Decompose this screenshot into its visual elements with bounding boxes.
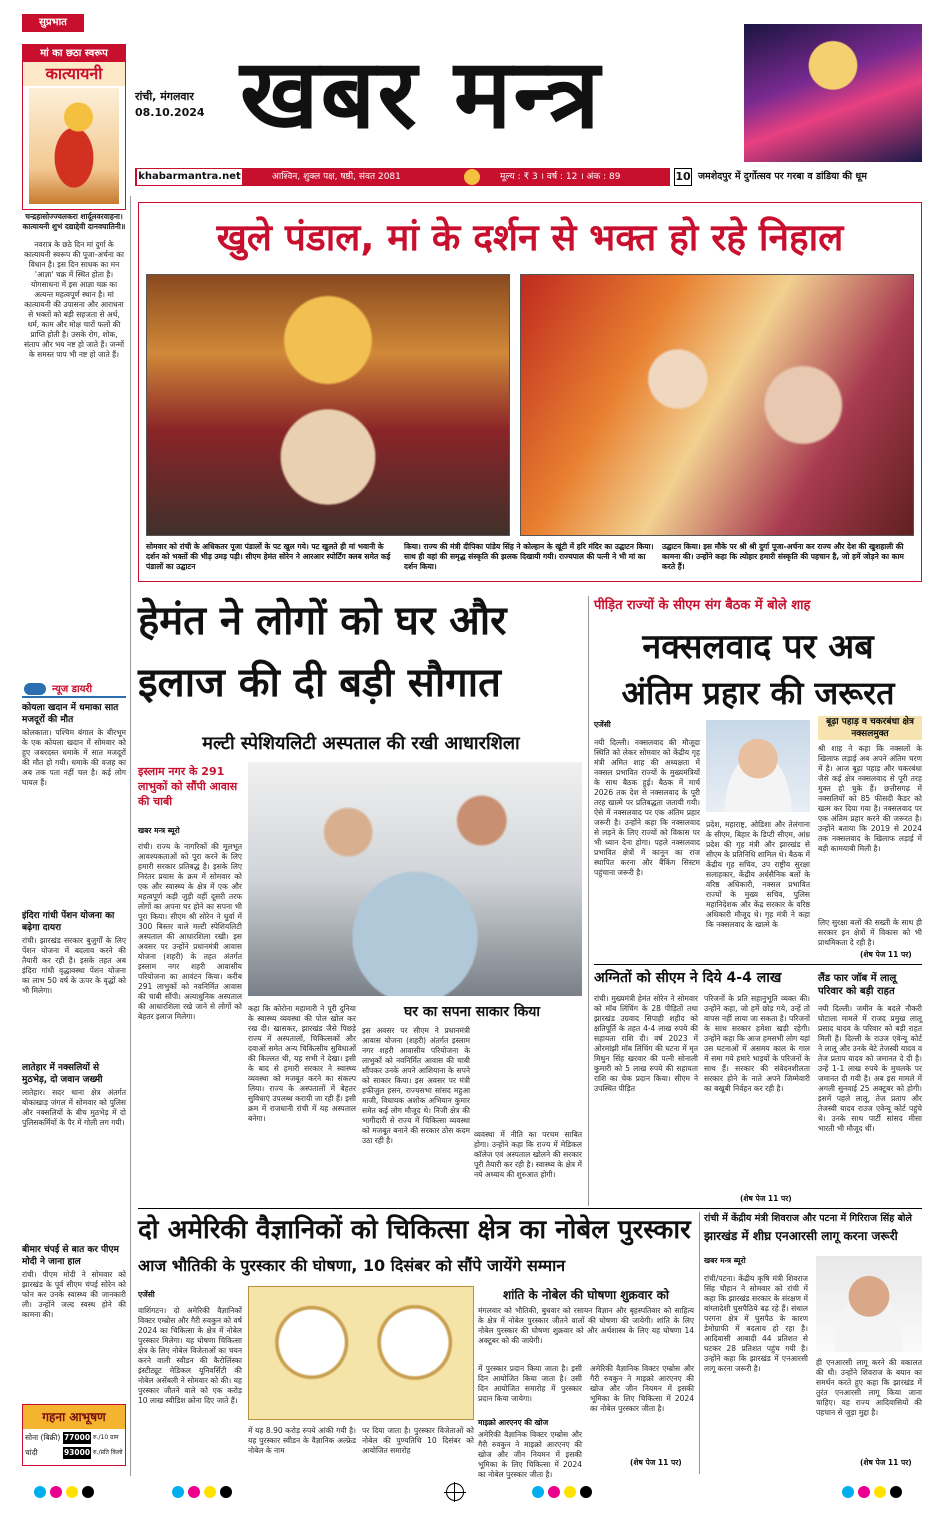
rule [138,1208,922,1209]
story1-box-title: इस्लाम नगर के 291 लाभुकों को सौंपी आवास की चाबी [138,765,238,808]
sidebar-item-text: रांची। झारखंड सरकार बुजुर्गों के लिए पेंशन योजना में बदलाव करने की तैयारी कर रही है। इसके तहत अब इंदिरा गांधी वृद्धावस्था पेंशन योजना का लाभ 50 वर्ष के ऊपर के वृद्धों को भी मिलेगा। [22,936,126,995]
lead-caption-2: किया। राज्य की मंत्री दीपिका पांडेय सिंह ने कोल्हान के खूंटी में हरि मंदिर का उद्घाटन किया। साथ ही वहां की समृद्ध संस्कृति की झलक दिखायी गयी। राज्यपाल की पत्नी ने भी मां का दर्शन किया। [404,542,654,571]
story3-continued[interactable]: (शेष पेज 11 पर) [740,1194,792,1203]
lead-headline[interactable]: खुले पंडाल, मां के दर्शन से भक्त हो रहे निहाल [216,216,844,259]
story2-box-title: बूढ़ा पहाड़ व चकरबंधा क्षेत्र नक्सलमुक्त [818,716,922,740]
story2-col2: प्रदेश, महाराष्ट्र, ओडिशा और तेलंगाना के सीएम, बिहार के डिप्टी सीएम, आंध्र प्रदेश की गृह मंत्री और झारखंड से सीएम के प्रतिनिधि शामिल थे। बैठक में केंद्रीय गृह सचिव, उप राष्ट्रीय सुरक्षा सलाहकार, केंद्रीय अर्धसैनिक बलों के वरिष्ठ अधिकारी, नक्सल प्रभावित राज्यों के मुख्य सचिव, पुलिस महानिदेशक और केंद्र सरकार के वरिष्ठ अधिकारी मौजूद थे। गृह मंत्री ने कहा कि नक्सलवाद के खात्मे के [706,820,810,929]
story1-col2: कहा कि कोरोना महामारी ने पूरी दुनिया के स्वास्थ्य व्यवस्था की पोल खोल कर रख दी। खासकर, झारखंड जैसे पिछड़े राज्य में अस्पतालों, चिकित्सकों और दवाओं समेत अन्य चिकित्सीय सुविधाओं की किल्लत थी, यह सभी ने देखा। इसी के बाद से हमारी सरकार ने स्वास्थ्य व्यवस्था को मजबूत करने का संकल्प लिया। राज्य के अस्पतालों में बेहतर सुविधाएं उपलब्ध करायी जा रही हैं। इसी क्रम में राजधानी रांची में यह अस्पताल बनेगा। [248,1004,356,1123]
pandal-photo-cm [146,274,510,536]
story5-continued[interactable]: (शेष पेज 11 पर) [630,1458,682,1467]
teaser[interactable]: जमशेदपुर में दुर्गोत्सव पर गरबा व डांडिया की धूम [698,171,867,182]
story6-headline-2[interactable]: झारखंड में शीघ्र एनआरसी लागू करना जरूरी [704,1229,898,1243]
sidebar-item-text: लातेहार। सदर थाना क्षेत्र अंतर्गत बोकाखाड़ जंगल में सोमवार को पुलिस और नक्सलियों के बीच मुठभेड़ में दो पुलिसकर्मियों के पैर में गोली लग गयी। [22,1088,126,1127]
garba-photo [744,24,922,162]
silver-price: 93000 [63,1448,91,1457]
story1-col1: रांची। राज्य के नागरिकों की मूलभूत आवश्यकताओं को पूरा करने के लिए हमारी सरकार प्रतिबद्ध है। इसके लिए निरंतर प्रयास के क्रम में सोमवार को एक और स्वास्थ्य के क्षेत्र में एक और महत्वपूर्ण कड़ी जुड़ी वहीं दूसरी तरफ लोगों का अपना घर होने का सपना भी पूरा किया। सीएम श्री सोरेन ने धुर्वा में 300 बिस्तर वाले मल्टी स्पेशियलिटी अस्पताल की आधारशिला रखी। इस अवसर पर उन्होंने प्रधानमंत्री आवास योजना (शहरी) के तहत अंतर्गत इस्लाम नगर शहरी आवासीय परियोजना का आवंटन किया। करीब 291 लाभुकों को नवनिर्मित आवास की चाबी सौंपी। अत्याधुनिक अस्पताल की आधारशिला रखे जाने से लोगों को बेहतर इलाज मिलेगा। [138,842,242,1021]
story5-box-text-1: मंगलवार को भौतिकी, बुधवार को रसायन विज्ञान और बृहस्पतिवार को साहित्य के क्षेत्र में नोबेल पुरस्कार जीतने वालों की घोषणा की जायेगी। शांति के लिए नोबेल पुरस्कार की घोषणा शुक्रवार को और अर्थशास्त्र के लिए यह घोषणा 14 अक्टूबर को की जायेगी। [478,1306,694,1345]
rule [594,964,922,965]
sidebar-item-title[interactable]: बीमार चंपई से बात कर पीएम मोदी ने जाना हाल [22,1245,119,1267]
story2-col1: नयी दिल्ली। नक्सलवाद की मौजूदा स्थिति को लेकर सोमवार को केंद्रीय गृह मंत्री अमित शाह की अध्यक्षता में नक्सल प्रभावित राज्यों के मुख्यमंत्रियों के साथ बैठक हुई। बैठक में मार्च 2026 तक देश से नक्सलवाद के पूरी तरह खात्मे पर प्रतिबद्धता जतायी गयी। ऐसे में नक्सलवाद पर एक अंतिम प्रहार जरूरी है। उन्होंने कहा कि नक्सलवाद से लड़ने के लिए राज्यों को विकास पर भी ध्यान देना होगा। पहले नक्सलवाद प्रभावित क्षेत्रों में कानून का राज स्थापित करना और बैंकिंग सिस्टम पहुंचाना जरूरी है। [594,738,700,877]
story5-headline[interactable]: दो अमेरिकी वैज्ञानिकों को चिकित्सा क्षेत्र का नोबेल पुरस्कार [138,1215,691,1245]
sidebar-item-title[interactable]: लातेहार में नक्सलियों से मुठभेड़, दो जवान जख्मी [22,1063,103,1085]
sidebar-item-title[interactable]: इंदिरा गांधी पेंशन योजना का बढ़ेगा दायरा [22,911,115,933]
city-day: रांची, मंगलवार [135,90,194,103]
nobel-laureate-sketch [248,1286,474,1420]
story5-box-text-3b: अमेरिकी वैज्ञानिक विक्टर एम्ब्रोस और गैरी रुवकुन ने माइक्रो आरएनए की खोज और जीन नियमन में इसकी भूमिका के लिए चिकित्सा में 2024 का नोबेल पुरस्कार जीता है। [590,1364,694,1413]
page-number: 10 [674,168,692,186]
story3-col1: रांची। मुख्यमंत्री हेमंत सोरेन ने सोमवार को मॉब लिंचिंग के 28 पीड़ितों तथा झारखंड उग्रवाद सिपाही शहीद को क्षतिपूर्ति के तहत 4-4 लाख रुपये की सहायता राशि दी। वर्ष 2023 में ओरमांझी मॉब लिंचिंग की घटना में मृत मिथुन सिंह खरवार की पत्नी सोनाली कुमारी को 5 लाख रुपये की सहायता राशि का चेक प्रदान किया। सीएम ने उपस्थित पीड़ित [594,994,698,1093]
story4-headline[interactable]: लैंड फार जॉब में लालू परिवार को बड़ी राहत [818,973,897,997]
story6-byline: खबर मन्त्र ब्यूरो [704,1256,746,1265]
story1-headline-1[interactable]: हेमंत ने लोगों को घर और [138,598,507,644]
sidebar-divider [130,196,131,1476]
section-tag: सुप्रभात [22,14,84,32]
registration-marks [22,1482,922,1502]
news-diary-label: न्यूज डायरी [52,684,93,695]
shivraj-photo [816,1256,922,1352]
silver-label: चांदी [25,1448,38,1457]
story6-col2: ही एनआरसी लागू करने की वकालत की थी। उन्होंने शिवराज के बयान का समर्थन करते हुए कहा कि झारखंड में तुरंत एनआरसी लागू किया जाना चाहिए। यह राज्य आदिवासियों की पहचान से जुड़ा मुद्दा है। [816,1358,922,1417]
hindi-date: आश्विन, शुक्ल पक्ष, षष्ठी, संवत 2081 [272,172,401,182]
news-diary-header [22,680,126,698]
market-title: गहना आभूषण [23,1405,125,1429]
story5-col2: में यह 8.90 करोड़ रुपये आंकी गयी है। यह पुरस्कार स्वीडन के वैज्ञानिक अल्फ्रेड नोबेल के नाम [248,1426,356,1455]
story2-headline-1[interactable]: नक्सलवाद पर अब [642,627,874,667]
story1-sub-headline: घर का सपना साकार किया [403,1004,540,1020]
story-divider [699,1212,700,1474]
story2-byline: एजेंसी [594,720,611,729]
story5-col1: वाशिंगटन। दो अमेरिकी वैज्ञानिकों विक्टर एम्ब्रोस और गैरी रुवकुन को वर्ष 2024 का चिकित्सा के क्षेत्र में नोबेल पुरस्कार मिलेगा। यह घोषणा चिकित्सा क्षेत्र के लिए नोबेल विजेताओं का चयन करने वाली स्वीडन की कैरोलिंस्का इंस्टीट्यूट मेडिकल यूनिवर्सिटी की नोबेल असेंबली ने सोमवार को की। यह पुरस्कार जीतने वाले को एक करोड़ 10 लाख स्वीडिश क्रोना दिए जाते हैं। [138,1306,242,1405]
goddess-panel [22,44,126,210]
gold-price: 77000 [63,1433,91,1442]
pandal-photo-governor [520,274,914,536]
story5-box-text-3: अमेरिकी वैज्ञानिक विक्टर एम्ब्रोस और गैरी रुवकुन ने माइक्रो आरएनए की खोज और जीन नियमन में इसकी भूमिका के लिए चिकित्सा में 2024 का नोबेल पुरस्कार जीता है। [478,1430,582,1479]
story1-headline-2[interactable]: इलाज की दी बड़ी सौगात [138,660,501,706]
newspaper-icon [24,683,46,695]
silver-unit: रु./प्रति किलो [93,1449,123,1456]
sidebar-item-text: कोलकाता। पश्चिम बंगाल के बीरभूम के एक कोयला खदान में सोमवार को हुए जबरदस्त धमाके में सात मजदूरों की मौत हो गयी। धमाके की वजह का अब तक पता नहीं चल है। कई लोग घायल हैं। [22,728,126,787]
story5-subhead: आज भौतिकी के पुरस्कार की घोषणा, 10 दिसंबर को सौंपे जायेंगे सम्मान [138,1256,566,1275]
story1-col3: इस अवसर पर सीएम ने प्रधानमंत्री आवास योजना (शहरी) अंतर्गत इस्लाम नगर शहरी आवासीय परियोजना के लाभुकों को नवनिर्मित आवास की चाबी सौंपकर उनके अपने आशियाना के सपने को साकार किया। इस अवसर पर मंत्री हफीजुल हसन, राज्यसभा सांसद महुआ माजी, विधायक अशोक अभियान कुमार समेत कई लोग मौजूद थे। निजी क्षेत्र की भागीदारी से राज्य में चिकित्सा व्यवस्था को मजबूत बनाने की सरकार ठोस कदम उठा रही है। [362,1026,470,1145]
hospital-model-photo [248,762,582,996]
goddess-header: मां का छठा स्वरूप [23,45,125,62]
story6-col1: रांची/पटना। केंद्रीय कृषि मंत्री शिवराज सिंह चौहान ने सोमवार को रांची में कहा कि झारखंड सरकार के संरक्षण में बांग्लादेशी घुसपैठिये बढ़ रहे हैं। संथाल परगना क्षेत्र में घुसपैठ के कारण डेमोग्राफी में बदलाव हो रहा है। आदिवासी आबादी 44 प्रतिशत से घटकर 28 प्रतिशत पहुंच गयी है। उन्होंने कहा कि झारखंड में एनआरसी लागू करना जरूरी है। [704,1274,808,1373]
goddess-image [29,88,119,204]
story5-byline: एजेंसी [138,1290,155,1299]
story-divider [588,596,589,1206]
goddess-text: नवरात्र के छठे दिन मां दुर्गा के कात्यायनी स्वरूप की पूजा-अर्चना का विधान है। इस दिन साधक का मन 'आज्ञा' चक्र में स्थित होता है। योगसाधना में इस आज्ञा चक्र का अत्यन्त महत्वपूर्ण स्थान है। मां कात्यायनी की उपासना और आराधना से भक्तों को बड़ी सहजता से अर्थ, धर्म, काम और मोक्ष चारों फलों की प्राप्ति होती है। उसके रोग, शोक, संताप और भय नष्ट हो जाते हैं। जन्मों के समस्त पाप भी नष्ट हो जाते हैं। [23,240,125,359]
masthead-title: खबर मन्त्र [240,38,602,150]
story2-continued[interactable]: (शेष पेज 11 पर) [860,950,912,959]
sidebar-item-title[interactable]: कोयला खदान में धमाका सात मजदूरों की मौत [22,703,119,725]
goddess-name: कात्यायनी [23,62,125,86]
story1-subhead: मल्टी स्पेशियलिटी अस्पताल की रखी आधारशिला [202,733,520,754]
story5-box-sub: माइक्रो आरएनए की खोज [478,1418,549,1427]
lead-caption-1: सोमवार को रांची के अधिकतर पूजा पंडालों के पट खुल गये। पट खुलते ही मां भवानी के दर्शन को भक्तों की भीड़ उमड़ पड़ी। सीएम हेमंत सोरेन ने आरआर स्पोर्टिंग क्लब समेत कई पंडालों का उद्घाटन [146,542,391,571]
story2-tail-text: लिए सुरक्षा बलों की सख्ती के साथ ही सरकार इन क्षेत्रों में विकास को भी प्राथमिकता दे रही है। [818,918,922,947]
lead-caption-3: उद्घाटन किया। इस मौके पर श्री श्री दुर्गा पूजा-अर्चना कर राज्य और देश की खुशहाली की कामना की। उन्होंने कहा कि त्योहार हमारी संस्कृति की पहचान है, जो हमें जोड़ने का काम करते हैं। [662,542,904,571]
amit-shah-photo [706,720,810,812]
market-box [22,1404,126,1466]
story5-box-title: शांति के नोबेल की घोषणा शुक्रवार को [503,1288,669,1302]
gold-label: सोना (बिक्री) [25,1433,61,1442]
story5-box-text-2: में पुरस्कार प्रदान किया जाता है। इसी दिन आयोजित किया जाता है। उसी दिन आयोजित समारोह में पुरस्कार प्रदान किया जायेगा। [478,1364,582,1403]
goddess-mantra: चन्द्रहासोज्ज्वलकरा शार्दूलवरवाहना। कात्यायनी शुभं दद्याद्देवी दानवघातिनी॥ [22,212,126,231]
story2-kicker: पीड़ित राज्यों के सीएम संग बैठक में बोले शाह [594,598,811,613]
website[interactable]: khabarmantra.net [137,169,242,185]
story1-byline: खबर मन्त्र ब्यूरो [138,826,180,835]
story3-col2: परिजनों के प्रति सहानुभूति व्यक्त की। उन्होंने कहा, जो हमें छोड़ गये, उन्हें तो वापस नहीं लाया जा सकता है। परिजनों के साथ सरकार हमेशा खड़ी रहेगी। उन्होंने कहा कि आज हमसभी लोग यहां उस घटनाओं में असमय काल के गाल में समा गये हमारे भाइयों के परिजनों के साथ हैं। सरकार की संवेदनशीलता सरकार होने के नाते अपने जिम्मेवारी का बखूबी निर्वहन कर रही है। [704,994,810,1093]
story6-headline-1[interactable]: रांची में केंद्रीय मंत्री शिवराज और पटना में गिरिराज सिंह बोले [704,1213,912,1224]
price-info: मूल्य : ₹ 3 । वर्ष : 12 । अंक : 89 [500,172,621,182]
story5-col3: पर दिया जाता है। पुरस्कार विजेताओं को नोबेल की पुण्यतिथि 10 दिसंबर को आयोजित समारोह [362,1426,474,1455]
story2-box-text: श्री शाह ने कहा कि नक्सलों के खिलाफ लड़ाई अब अपने अंतिम चरण में है। आज बूढ़ा पहाड़ और चकरबंधा जैसे कई क्षेत्र नक्सलवाद से पूरी तरह मुक्त हो चुके हैं। छत्तीसगढ़ में नक्सलियों को 85 फीसदी कैडर को खत्म कर दिया गया है। नक्सलवाद पर एक अंतिम प्रहार करने की जरूरत है। उन्होंने बताया कि 2019 से 2024 तक नक्सलवाद के खिलाफ लड़ाई में बड़ी कामयाबी मिली है। [818,744,922,853]
gold-unit: रु./10 ग्राम [93,1434,119,1441]
story1-col4: व्यवस्था में नीति का परचम साबित होगा। उन्होंने कहा कि राज्य में मेडिकल कॉलेज एवं अस्पताल खोलने की सरकार पूरी तैयारी कर रही है। स्वास्थ्य के क्षेत्र में नये अध्याय की शुरुआत होगी। [474,1130,582,1179]
logo-badge [464,169,480,185]
story3-headline[interactable]: अग्नितों को सीएम ने दिये 4-4 लाख [594,970,782,986]
story6-continued[interactable]: (शेष पेज 11 पर) [860,1458,912,1467]
story2-headline-2[interactable]: अंतिम प्रहार की जरूरत [621,674,895,712]
story4-text: नयी दिल्ली। जमीन के बदले नौकरी घोटाला मामले में राजद प्रमुख लालू प्रसाद यादव के परिवार को बड़ी राहत मिली है। दिल्ली के राउज एवेन्यू कोर्ट ने लालू और उनके बेटे तेजस्वी यादव व तेज प्रताप यादव को जमानत दे दी है। उन्हें 1-1 लाख रुपये के मुचलके पर जमानत दी गयी है। अब इस मामले में अगली सुनवाई 25 अक्टूबर को होगी। इसमें पहले लालू, तेज प्रताप और तेजस्वी यादव राउज एवेन्यू कोर्ट पहुंचे थे। उनके साथ पार्टी सांसद मीसा भारती भी मौजूद थीं। [818,1004,922,1133]
issue-date: 08.10.2024 [135,106,205,119]
sidebar-item-text: रांची। पीएम मोदी ने सोमवार को झारखंड के पूर्व सीएम चंपई सोरेन को फोन कर उनके स्वास्थ्य की जानकारी ली। उन्होंने जल्द स्वस्थ होने की कामना की। [22,1270,126,1319]
